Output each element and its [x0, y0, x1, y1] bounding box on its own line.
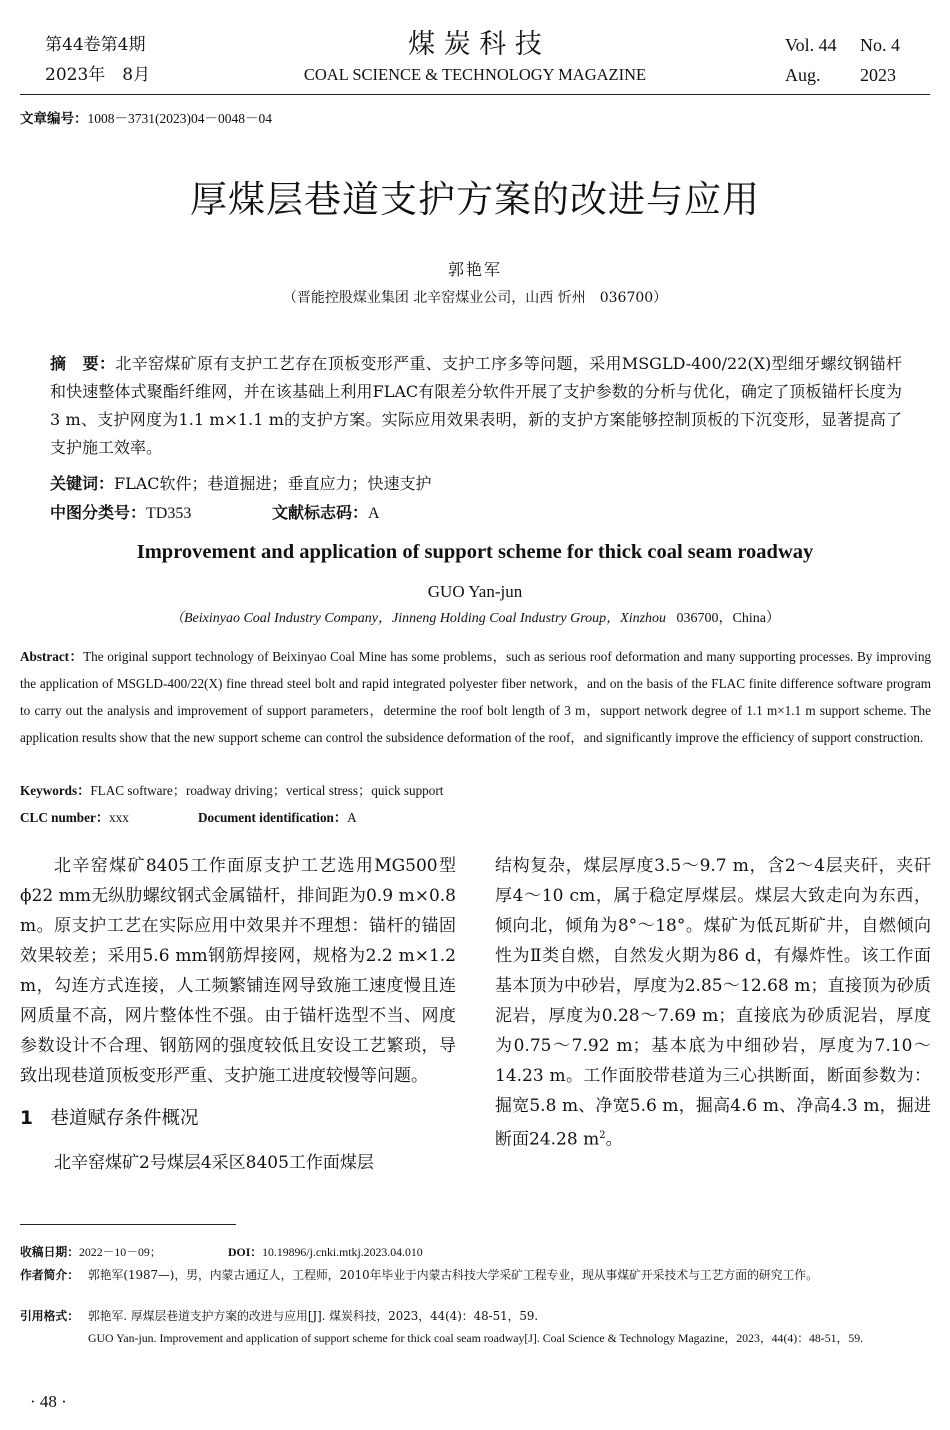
header-issue: 第44卷第4期 — [45, 35, 146, 55]
doc-code-zh: 文献标志码：A — [272, 503, 380, 522]
body-paragraph-1: 北辛窑煤矿8405工作面原支护工艺选用MG500型ϕ22 mm无纵肋螺纹钢式金属锚杆，排间距为0.9 m×0.8 m。原支护工艺在实际应用中效果并不理想：锚杆的锚固效果较差；采用5.6 mm钢筋焊接网，规格为2.2 m×1.2 m，勾连方式连接，人工频繁铺连网导致施工速度慢且连网质量不高，网片整体性不强。由于锚杆选型不当、网度参数设计不合理、钢筋网的强度较低且安设工艺繁琐，导致出现巷道顶板变形严重、支护施工进度较慢等问题。 — [20, 856, 456, 1086]
article-title-en: Improvement and application of support scheme for thick coal seam roadway — [136, 541, 814, 563]
footnote-cite-zh: 郭艳军. 厚煤层巷道支护方案的改进与应用[J]. 煤炭科技，2023，44(4)：48-51，59. — [88, 1309, 539, 1323]
footnote-author-bio: 郭艳军(1987—)，男，内蒙古通辽人，工程师，2010年毕业于内蒙古科技大学采矿工程专业，现从事煤矿开采技术与工艺方面的研究工作。 — [88, 1268, 818, 1282]
header-volume: Vol. 44 — [785, 35, 837, 55]
body-paragraph-2: 北辛窑煤矿2号煤层4采区8405工作面煤层 — [54, 1153, 374, 1173]
header-rule — [20, 94, 930, 95]
keywords-zh: 关键词：FLAC软件；巷道掘进；垂直应力；快速支护 — [50, 474, 432, 493]
article-title-zh: 厚煤层巷道支护方案的改进与应用 — [190, 178, 760, 221]
abstract-zh: 摘 要：北辛窑煤矿原有支护工艺存在顶板变形严重、支护工序多等问题，采用MSGLD-400/22(X)型细牙螺纹钢锚杆和快速整体式聚酯纤维网，并在该基础上利用FLAC有限差分软件开展了支护参数的分析与优化，确定了顶板锚杆长度为3 m、支护网度为1.1 m×1.1 m的支护方案。实际应用效果表明，新的支护方案能够控制顶板的下沉变形，显著提高了支护施工效率。 — [50, 354, 902, 457]
journal-title-zh: 煤 炭 科 技 — [408, 29, 542, 60]
header-date: 2023年 8月 — [45, 65, 151, 85]
page-number: · 48 · — [30, 1392, 67, 1411]
abstract-en: Abstract：The original support technology of Beixinyao Coal Mine has some problems，such as serious roof deformation and many supporting processes. By improving the application of MSGLD-400/22(X) fine thread steel bolt and rapid integrated polyester fiber network，and on the basis of the FLAC finite difference software program to carry out the analysis and improvement of support parameters，determine the roof bolt length of 3 m，support network degree of 1.1 m×1.1 m support scheme. The application results show that the new support scheme can control the subsidence deformation of the roof，and significantly improve the efficiency of support construction. — [20, 649, 932, 745]
section-heading-1: 1 巷道赋存条件概况 — [20, 1108, 199, 1129]
author-en: GUO Yan-jun — [427, 582, 523, 601]
keywords-en: Keywords：FLAC software；roadway driving；vertical stress；quick support — [20, 783, 444, 798]
doc-identification-en: Document identification：A — [198, 810, 357, 825]
footnote-cite-label: 引用格式： — [20, 1309, 79, 1323]
footnote-received: 收稿日期：2022－10－09； — [20, 1245, 162, 1259]
article-number: 文章编号：1008－3731(2023)04－0048－04 — [20, 111, 272, 127]
body-paragraph-right: 结构复杂，煤层厚度3.5～9.7 m，含2～4层夹矸，夹矸厚4～10 cm，属于稳定厚煤层。煤层大致走向为东西，倾向北，倾角为8°～18°。煤矿为低瓦斯矿井，自燃倾向性为Ⅱ类自燃，自然发火期为86 d，有爆炸性。该工作面基本顶为中砂岩，厚度为2.85～12.68 m；直接顶为砂质泥岩，厚度为0.28～7.69 m；直接底为砂质泥岩，厚度为0.75～7.92 m；基本底为中细砂岩，厚度为7.10～14.23 m。工作面胶带巷道为三心拱断面，断面参数为：掘宽5.8 m、净宽5.6 m，掘高4.6 m、净高4.3 m，掘进断面24.28 $m^2$。 — [495, 856, 931, 1150]
footnote-doi: DOI：10.19896/j.cnki.mtkj.2023.04.010 — [228, 1245, 423, 1259]
journal-title-en: COAL SCIENCE & TECHNOLOGY MAGAZINE — [303, 65, 647, 84]
header-year: 2023 — [860, 65, 896, 85]
footnote-cite-en: GUO Yan-jun. Improvement and application of support scheme for thick coal seam roadway[J]. Coal Science & Technology Magazine，2023，44(4)：48-51，59. — [88, 1331, 864, 1345]
author-zh: 郭艳军 — [447, 260, 502, 279]
footnote-rule — [20, 1224, 236, 1225]
clc-zh: 中图分类号：TD353 — [50, 503, 192, 522]
affiliation-en: （Beixinyao Coal Industry Company，Jinneng Holding Coal Industry Group，Xinzhou 036700，China） — [169, 611, 780, 626]
affiliation-zh: （晋能控股煤业集团 北辛窑煤业公司，山西 忻州 036700） — [282, 290, 668, 306]
header-number: No. 4 — [860, 35, 900, 55]
footnote-author-label: 作者简介： — [20, 1268, 79, 1282]
clc-en: CLC number：xxx — [20, 810, 129, 825]
header-month: Aug. — [785, 65, 821, 85]
